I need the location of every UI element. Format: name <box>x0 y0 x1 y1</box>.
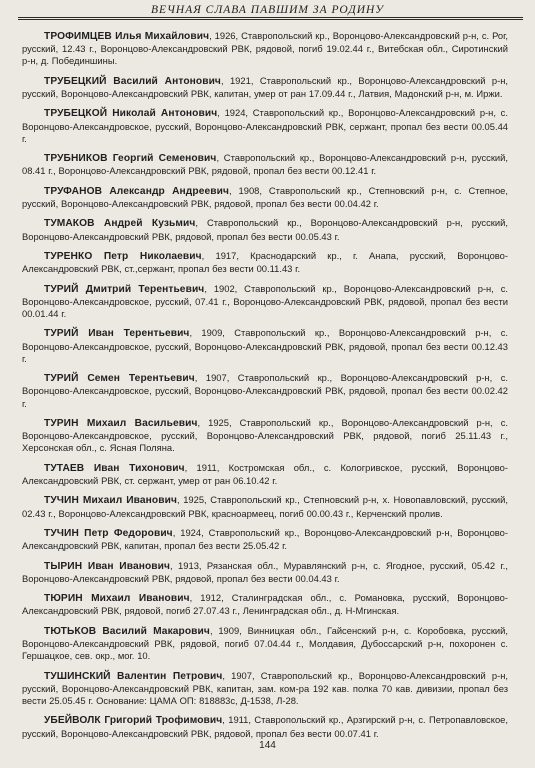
entry-name: ТУРИЙ Семен Терентьевич <box>44 373 195 385</box>
list-item <box>22 327 508 365</box>
entry-name: ТУМАКОВ Андрей Кузьмич <box>44 218 196 230</box>
entry-name: ТУРИЙ Иван Терентьевич <box>44 328 190 340</box>
list-item <box>22 152 508 177</box>
list-item <box>22 670 508 708</box>
page-number: 144 <box>259 740 276 751</box>
entry-list <box>22 30 508 747</box>
entry-details: , 1912, Сталинградская обл., с. Романовка, русский, Воронцово-Александровский РВК, рядовой, погиб 27.07.43 г., Ленинградская обл., д. Н-Мгинская. <box>22 592 508 617</box>
entry-details: , 1908, Ставропольский кр., Степновский р-н, с. Степное, русский, Воронцово-Александровский РВК, рядовой, пропал без вести 00.04.42 г. <box>22 184 508 209</box>
entry-name: ТУРЕНКО Петр Николаевич <box>44 250 202 262</box>
list-item <box>22 625 508 663</box>
entry-details: , 1921, Ставропольский кр., Воронцово-Александровский р-н, русский, Воронцово-Александровский РВК, капитан, умер от ран 17.09.44 г., Латвия, Мадонский р-н, м. Иржи. <box>22 74 508 99</box>
entry-details: , 1907, Ставропольский кр., Воронцово-Александровский р-н, русский, Воронцово-Александровский РВК, капитан, зам. ком-ра 192 кав. полка 70 кав. дивизии, пропал без вести 25.05.45 г. Основание: ЦАМА ОП: 818883с, Д-1538, Л-28. <box>22 669 508 706</box>
entry-name: УБЕЙВОЛК Григорий Трофимович <box>44 715 223 727</box>
entry-name: ТРУБЕЦКОЙ Николай Антонович <box>44 108 218 120</box>
entry-name: ТРУБЕЦКИЙ Василий Антонович <box>44 75 221 87</box>
entry-details: , 1924, Ставропольский кр., Воронцово-Александровский р-н, Воронцово-Александровский РВК, капитан, пропал без вести 25.05.42 г. <box>22 526 508 552</box>
entry-details: , Ставропольский кр., Воронцово-Александровский р-н, русский, 08.41 г., Воронцово-Александровский РВК, рядовой, пропал без вести 00.12.41 г. <box>22 152 508 177</box>
list-item <box>22 494 508 519</box>
entry-name: ТРОФИМЦЕВ Илья Михайлович <box>44 31 210 42</box>
entry-details: , 1909, Ставропольский кр., Воронцово-Александровский р-н, с. Воронцово-Александровское, русский, Воронцово-Александровский РВК, рядовой, пропал без вести 00.12.43 г. <box>22 327 508 364</box>
entry-details: , 1925, Ставропольский кр., Степновский р-н, х. Новопавловский, русский, 02.43 г., Воронцово-Александровский РВК, красноармеец, погиб 00.00.43 г., Керченский пролив. <box>22 494 508 519</box>
entry-details: , 1926, Ставропольский кр., Воронцово-Александровский р-н, с. Рог, русский, 12.43 г., Воронцово-Александровский РВК, рядовой, погиб 19.02.44 г., Витебская обл., Сиротинский р-н, д. Побединшины. <box>22 30 508 67</box>
entry-details: , Ставропольский кр., Воронцово-Александровский р-н, русский, Воронцово-Александровский РВК, рядовой, пропал без вести 00.05.43 г. <box>22 217 508 242</box>
list-item <box>22 217 508 242</box>
entry-details: , 1917, Краснодарский кр., г. Анапа, русский, Воронцово-Александровский РВК, ст.,сержант, пропал без вести 00.11.43 г. <box>22 249 508 275</box>
list-item <box>22 75 508 100</box>
entry-name: ТЫРИН Иван Иванович <box>44 560 171 572</box>
entry-details: , 1911, Костромская обл., с. Кологривское, русский, Воронцово-Александровский РВК, ст. сержант, умер от ран 06.10.42 г. <box>22 461 508 486</box>
entry-details: , 1925, Ставропольский кр., Воронцово-Александровский р-н, с. Воронцово-Александровское, русский, Воронцово-Александровский РВК, рядовой, погиб 25.11.43 г., Херсонская обл., с. Ясная Поляна. <box>22 416 508 454</box>
list-item <box>22 462 508 487</box>
entry-name: ТУРИЙ Дмитрий Терентьевич <box>44 283 205 295</box>
entry-details: , 1902, Ставропольский кр., Воронцово-Александровский р-н, с. Воронцово-Александровское, русский, 07.41 г., Воронцово-Александровский РВК, рядовой, пропал без вести 00.01.44 г. <box>22 282 508 319</box>
list-item <box>22 592 508 617</box>
entry-name: ТРУФАНОВ Александр Андреевич <box>44 185 229 197</box>
entry-name: ТУТАЕВ Иван Тихонович <box>44 462 185 474</box>
entry-details: , 1913, Рязанская обл., Муравлянский р-н, с. Ягодное, русский, 05.42 г., Воронцово-Александровский РВК, рядовой, пропал без вести 00.04.43 г. <box>22 559 508 584</box>
list-item <box>22 283 508 321</box>
entry-name: ТУШИНСКИЙ Валентин Петрович <box>44 670 223 682</box>
list-item <box>22 107 508 145</box>
entry-name: ТУЧИН Михаил Иванович <box>44 495 177 507</box>
header-rule-bottom <box>18 19 523 20</box>
entry-name: ТРУБНИКОВ Георгий Семенович <box>44 153 217 165</box>
entry-name: ТЮТЬКОВ Василий Макарович <box>44 625 210 637</box>
entry-details: , 1924, Ставропольский кр., Воронцово-Александровский р-н, с. Воронцово-Александровское, русский, Воронцово-Александровский РВК, сержант, пропал без вести 00.05.44 г. <box>22 107 508 144</box>
list-item <box>22 30 508 68</box>
list-item <box>22 372 508 410</box>
entry-name: ТУЧИН Петр Федорович <box>44 527 173 539</box>
entry-name: ТУРИН Михаил Васильевич <box>44 417 198 429</box>
list-item <box>22 527 508 552</box>
list-item <box>22 560 508 585</box>
list-item <box>22 250 508 275</box>
list-item <box>22 185 508 210</box>
list-item <box>22 417 508 455</box>
running-head: ВЕЧНАЯ СЛАВА ПАВШИМ ЗА РОДИНУ <box>0 4 535 16</box>
header-rule-top <box>18 17 523 18</box>
entry-details: , 1907, Ставропольский кр., Воронцово-Александровский р-н, с. Воронцово-Александровское, русский, Воронцово-Александровский РВК, рядовой, пропал без вести 00.02.42 г. <box>22 372 508 409</box>
entry-details: , 1909, Винницкая обл., Гайсенский р-н, с. Коробовка, русский, Воронцово-Александровский РВК, рядовой, погиб 07.04.44 г., Молдавия, Дубоссарский р-н, похоронен с. Гершацкое, сев. окр., мог. 10. <box>22 624 508 662</box>
list-item <box>22 714 508 739</box>
entry-details: , 1911, Ставропольский кр., Арзгирский р-н, с. Петропавловское, русский, Воронцово-Александровский РВК, рядовой, пропал без вести 00.07.41 г. <box>22 714 508 739</box>
entry-name: ТЮРИН Михаил Иванович <box>44 593 190 605</box>
